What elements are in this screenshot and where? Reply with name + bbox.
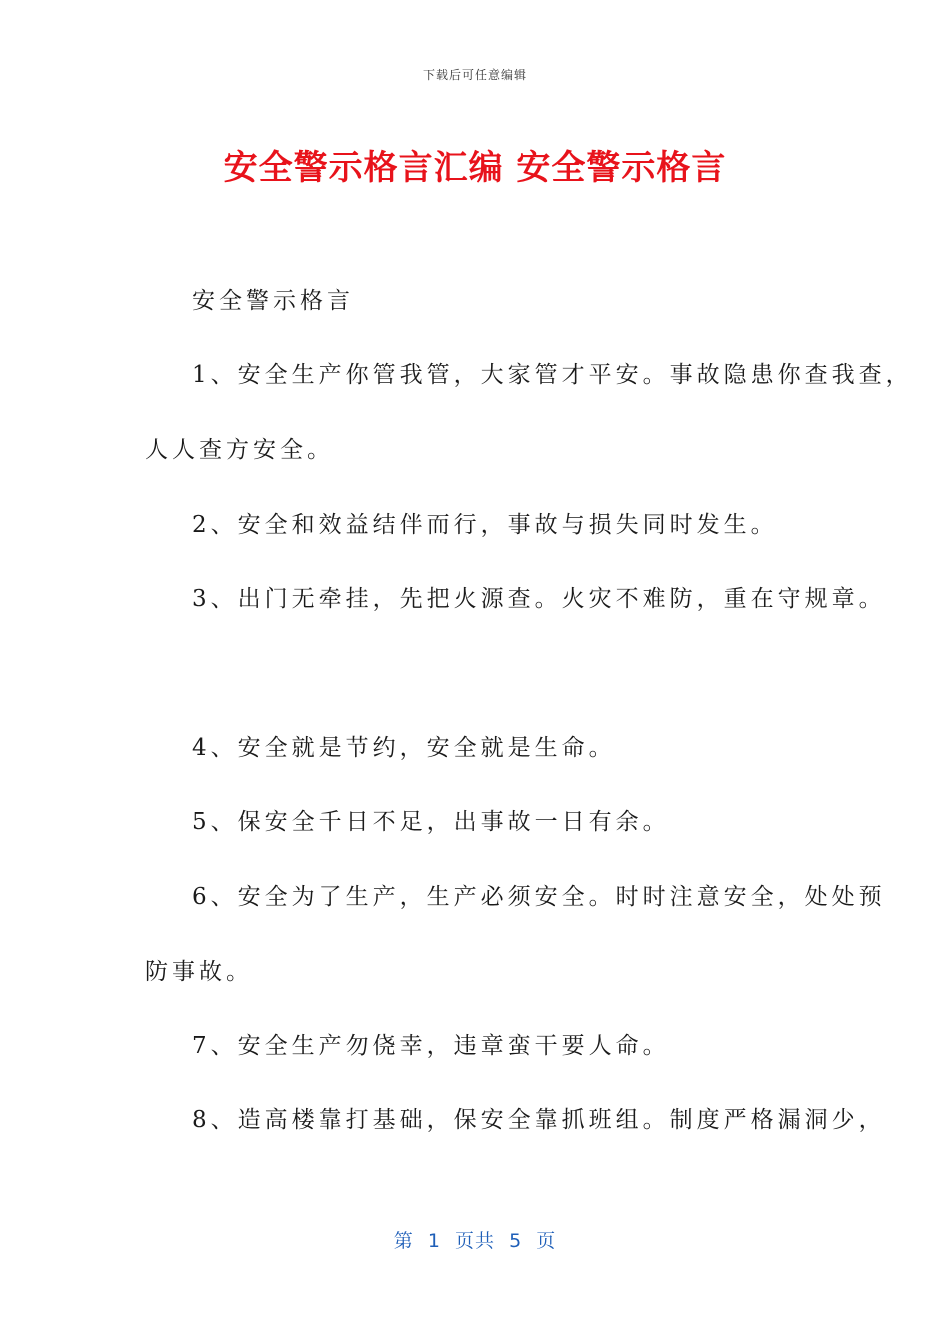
paragraph-line: 4、安全就是节约，安全就是生命。	[192, 735, 616, 761]
document-title: 安全警示格言汇编 安全警示格言	[223, 148, 727, 188]
paragraph-line: 6、安全为了生产，生产必须安全。时时注意安全，处处预	[192, 884, 886, 910]
paragraph-line: 1、安全生产你管我管，大家管才平安。事故隐患你查我查，	[192, 362, 913, 388]
paragraph-line: 5、保安全千日不足，出事故一日有余。	[192, 809, 670, 835]
paragraph-line: 防事故。	[145, 959, 253, 985]
paragraph-heading: 安全警示格言	[192, 288, 354, 314]
header-note: 下载后可任意编辑	[422, 68, 527, 82]
paragraph-line: 3、出门无牵挂，先把火源查。火灾不难防，重在守规章。	[192, 586, 886, 612]
page-indicator: 第 1 页共 5 页	[393, 1230, 557, 1252]
paragraph-line: 人人查方安全。	[145, 437, 334, 463]
paragraph-line: 2、安全和效益结伴而行，事故与损失同时发生。	[192, 512, 778, 538]
paragraph-line: 8、造高楼靠打基础，保安全靠抓班组。制度严格漏洞少，	[192, 1107, 886, 1133]
paragraph-line: 7、安全生产勿侥幸，违章蛮干要人命。	[192, 1033, 670, 1059]
